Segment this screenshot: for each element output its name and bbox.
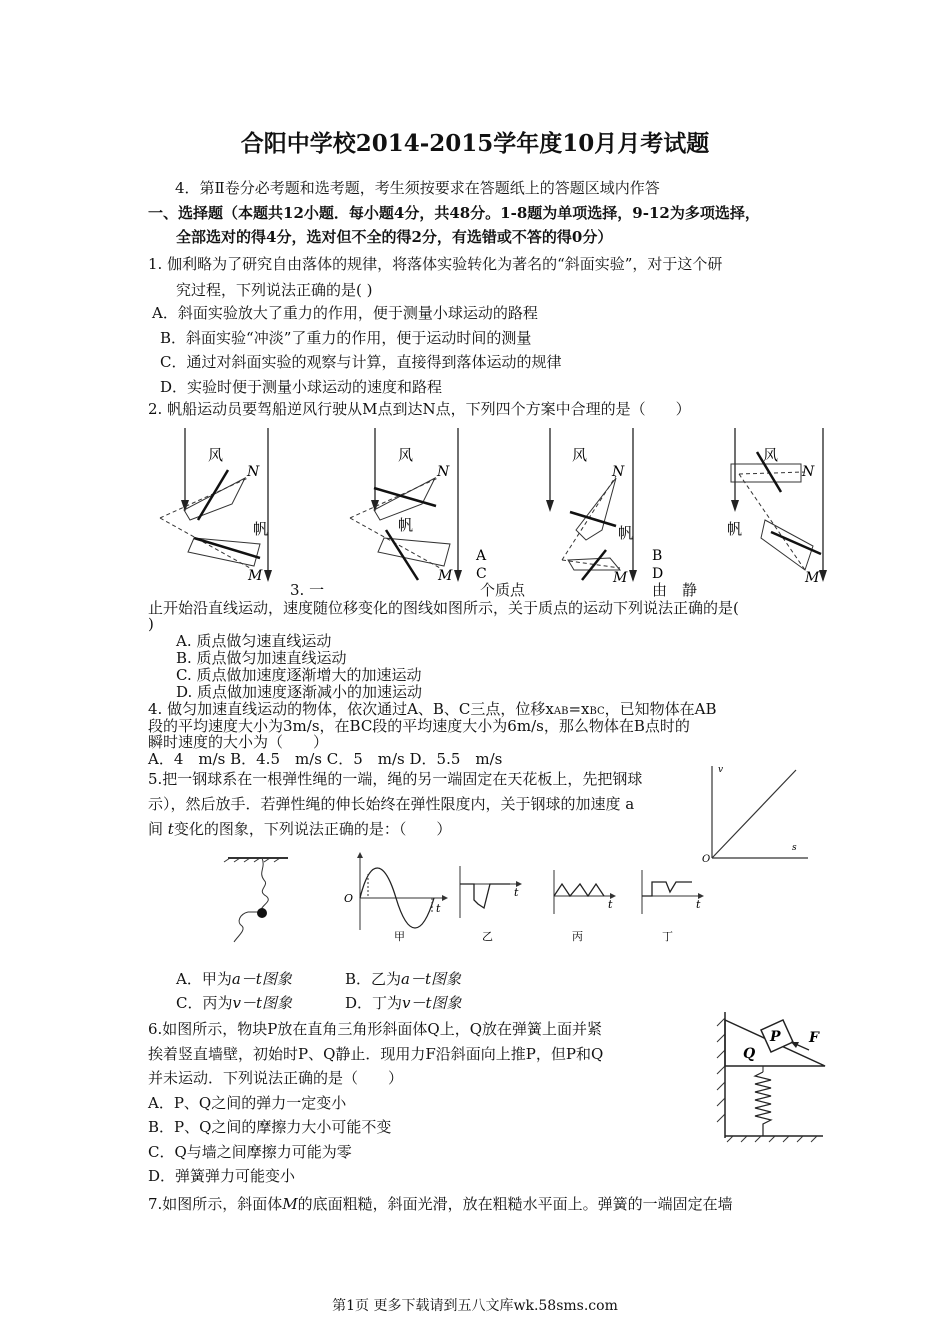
q2-panel-a xyxy=(160,428,272,584)
q5-option-a-graph: a－t图象 xyxy=(231,970,292,988)
q6-option-b: B．P、Q之间的摩擦力大小可能不变 xyxy=(148,1118,392,1136)
q4-text-a: 4. 做匀加速直线运动的物体，依次通过A、B、C三点，位移x xyxy=(148,700,554,718)
q7-text-b: 的底面粗糙，斜面光滑，放在粗糙水平面上。弹簧的一端固定在墙 xyxy=(297,1195,733,1213)
q2-panel-c xyxy=(475,428,663,586)
q6-option-c: C．Q与墙之间摩擦力可能为零 xyxy=(148,1143,352,1161)
q3-stem-line2: 止开始沿直线运动，速度随位移变化的图线如图所示，关于质点的运动下列说法正确的是( xyxy=(148,599,739,617)
page-footer: 第1页 更多下载请到五八文库wk.58sms.com xyxy=(332,1298,618,1314)
q5-option-b xyxy=(345,969,461,989)
axis-t: t xyxy=(436,902,441,915)
wind-label: 风 xyxy=(763,446,779,464)
q4-subscript-ab: AB xyxy=(553,706,569,717)
graph-yi xyxy=(460,866,522,943)
q4-subscript-bc: BC xyxy=(589,706,605,717)
q5-stem-line2: 示），然后放手．若弹性绳的伸长始终在弹性限度内，关于钢球的加速度 a xyxy=(148,795,635,813)
q5-option-c-graph: v－t图象 xyxy=(232,994,292,1012)
sail-label: 帆 xyxy=(618,524,634,542)
q2-figure xyxy=(150,420,840,590)
page-title: 合阳中学校2014-2015学年度10月月考试题 xyxy=(240,130,710,157)
q7-stem-line1 xyxy=(148,1194,733,1214)
point-n-label: N xyxy=(437,464,450,480)
q3-stem-frag2: 个质点 xyxy=(480,581,526,599)
sail-label: 帆 xyxy=(398,516,414,534)
graph-ding xyxy=(642,870,704,943)
q5-option-d-graph: v－t图象 xyxy=(402,994,462,1012)
q2-panel-b xyxy=(350,428,462,584)
point-m-label: M xyxy=(248,568,263,584)
option-a-label: A xyxy=(476,548,487,564)
q6-option-a: A．P、Q之间的弹力一定变小 xyxy=(148,1094,347,1112)
block-p-label: P xyxy=(770,1029,781,1045)
force-f-label: F xyxy=(809,1030,819,1046)
q4-options: A．4 m/s B．4.5 m/s C．5 m/s D．5.5 m/s xyxy=(148,750,503,768)
axis-v-label: v xyxy=(718,765,724,775)
q7-var-m: M xyxy=(282,1195,298,1213)
wedge-q-label: Q xyxy=(743,1046,756,1062)
option-c-label: C xyxy=(476,566,487,582)
q6-stem-line1: 6.如图所示，物块P放在直角三角形斜面体Q上，Q放在弹簧上面并紧 xyxy=(148,1020,603,1038)
q6-option-d: D．弹簧弹力可能变小 xyxy=(148,1167,296,1185)
q4-text-b: ，已知物体在AB xyxy=(604,700,717,718)
q3-stem-line3: ) xyxy=(148,615,154,633)
point-m-label: M xyxy=(805,570,820,586)
q1-option-c: C．通过对斜面实验的观察与计算，直接得到落体运动的规律 xyxy=(160,353,562,371)
q3-option-a: A. 质点做匀速直线运动 xyxy=(176,632,332,650)
q5-stem-line1: 5.把一钢球系在一根弹性绳的一端，绳的另一端固定在天花板上，先把钢球 xyxy=(148,770,643,788)
graph-label-yi: 乙 xyxy=(482,930,493,943)
q3-stem-frag3: 由 静 xyxy=(652,581,698,599)
q4-stem-line3: 瞬时速度的大小为（ ） xyxy=(148,733,329,751)
q3-option-c: C. 质点做加速度逐渐增大的加速运动 xyxy=(176,666,422,684)
option-d-label: D xyxy=(652,566,664,582)
axis-origin: O xyxy=(344,892,354,905)
axis-origin-label: O xyxy=(702,854,711,865)
q5-option-a-text: A．甲为 xyxy=(176,970,232,988)
wind-label: 风 xyxy=(398,446,414,464)
q1-option-a: A．斜面实验放大了重力的作用，便于测量小球运动的路程 xyxy=(152,304,538,322)
q5-option-d xyxy=(345,993,462,1013)
q2-stem: 2. 帆船运动员要驾船逆风行驶从M点到达N点，下列四个方案中合理的是（ ） xyxy=(148,400,691,418)
wind-label: 风 xyxy=(572,446,588,464)
q5-text-a: 间 xyxy=(148,820,164,838)
q3-option-b: B. 质点做匀加速直线运动 xyxy=(176,649,347,667)
q5-option-c-text: C．丙为 xyxy=(176,994,233,1012)
section-heading-line2: 全部选对的得4分，选对但不全的得2分，有选错或不答的得0分） xyxy=(176,228,613,246)
q6-stem-line2: 挨着竖直墙壁，初始时P、Q静止．现用力F沿斜面向上推P，但P和Q xyxy=(148,1045,604,1063)
graph-jia xyxy=(344,852,448,943)
q5-stem-line3 xyxy=(148,819,451,839)
point-m-label: M xyxy=(613,570,628,586)
q1-stem-line1: 1. 伽利略为了研究自由落体的规律，将落体实验转化为著名的“斜面实验”，对于这个研 xyxy=(148,255,723,273)
q6-figure xyxy=(713,1008,833,1143)
q5-option-b-graph: a－t图象 xyxy=(401,970,462,988)
q7-text-a: 7.如图所示，斜面体 xyxy=(148,1195,283,1213)
axis-t: t xyxy=(696,898,701,911)
axis-s-label: s xyxy=(792,843,797,853)
sail-label: 帆 xyxy=(253,520,269,538)
q1-option-d: D．实验时便于测量小球运动的速度和路程 xyxy=(160,378,443,396)
graph-label-jia: 甲 xyxy=(394,930,405,943)
q5-option-b-text: B．乙为 xyxy=(345,970,402,988)
ball-rope-diagram xyxy=(224,858,288,942)
q4-text-eq: =x xyxy=(568,700,590,718)
q4-stem-line2: 段的平均速度大小为3m/s，在BC段的平均速度大小为6m/s，那么物体在B点时的 xyxy=(148,717,690,735)
point-n-label: N xyxy=(802,464,815,480)
q1-option-b: B．斜面实验“冲淡”了重力的作用，便于运动时间的测量 xyxy=(160,329,532,347)
note-4: 4．第Ⅱ卷分必考题和选考题，考生须按要求在答题纸上的答题区域内作答 xyxy=(175,179,660,197)
q5-text-c: 变化的图象，下列说法正确的是：（ ） xyxy=(173,820,452,838)
q5-option-a xyxy=(176,969,292,989)
q6-stem-line3: 并未运动．下列说法正确的是（ ） xyxy=(148,1069,404,1087)
graph-bing xyxy=(554,870,616,943)
q5-option-d-text: D．丁为 xyxy=(345,994,403,1012)
q5-var-t: t xyxy=(167,820,174,838)
point-n-label: N xyxy=(247,464,260,480)
q3-stem-frag1: 3. 一 xyxy=(290,581,325,599)
graph-label-ding: 丁 xyxy=(662,930,673,943)
q5-figure xyxy=(222,852,742,962)
section-heading-line1: 一、选择题（本题共12小题．每小题4分，共48分。1-8题为单项选择，9-12为多项选择， xyxy=(148,204,760,222)
sail-label: 帆 xyxy=(727,520,743,538)
option-b-label: B xyxy=(652,548,663,564)
q3-option-d: D. 质点做加速度逐渐减小的加速运动 xyxy=(176,683,423,701)
q5-option-c xyxy=(176,993,292,1013)
point-n-label: N xyxy=(612,464,625,480)
axis-t: t xyxy=(608,898,613,911)
point-m-label: M xyxy=(438,568,453,584)
q2-panel-d xyxy=(727,428,827,586)
axis-t: t xyxy=(514,886,519,899)
graph-label-bing: 丙 xyxy=(572,930,583,943)
wind-label: 风 xyxy=(208,446,224,464)
q1-stem-line2: 究过程，下列说法正确的是( ) xyxy=(176,281,373,299)
